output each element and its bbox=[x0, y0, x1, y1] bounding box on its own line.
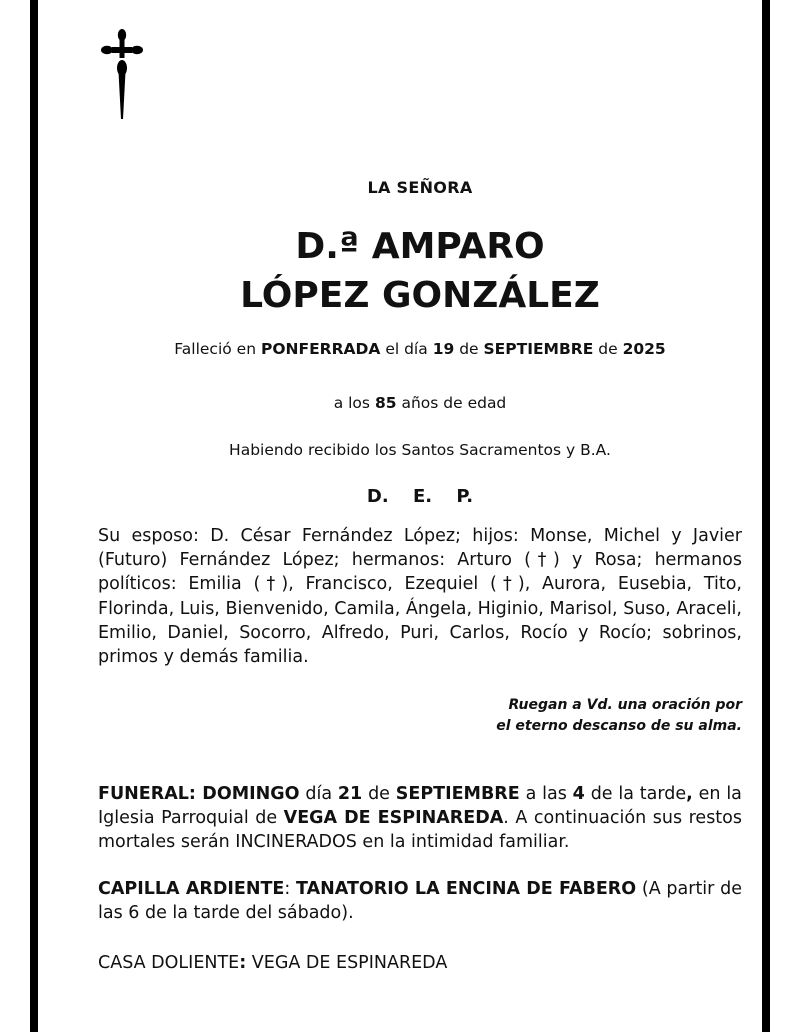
funeral-details bbox=[98, 782, 742, 855]
funeral-text-5: en la Iglesia Parroquial de bbox=[98, 784, 742, 829]
funeral-comma: , bbox=[686, 784, 693, 804]
cross-icon bbox=[100, 28, 144, 120]
age-statement bbox=[98, 394, 742, 412]
chapel-details bbox=[98, 877, 742, 925]
funeral-month: SEPTIEMBRE bbox=[395, 784, 520, 804]
funeral-text-2: de bbox=[368, 784, 390, 804]
home-details bbox=[98, 951, 742, 975]
home-colon: : bbox=[239, 953, 247, 973]
prayer-request bbox=[496, 695, 742, 737]
death-prefix: Falleció en bbox=[174, 340, 257, 358]
funeral-text-4: de la tarde bbox=[590, 784, 687, 804]
chapel-note: (A partir de las 6 de la tarde del sábado). bbox=[98, 879, 742, 924]
death-statement bbox=[98, 340, 742, 358]
name-line-2: LÓPEZ GONZÁLEZ bbox=[240, 275, 600, 316]
prayer-line-1: Ruegan a Vd. una oración por bbox=[508, 697, 742, 713]
death-mid3: de bbox=[598, 340, 618, 358]
funeral-text-3: a las bbox=[525, 784, 567, 804]
deceased-name bbox=[98, 222, 742, 320]
chapel-place: TANATORIO LA ENCINA DE FABERO bbox=[296, 879, 637, 899]
funeral-label: FUNERAL: DOMINGO bbox=[98, 784, 300, 804]
chapel-label: CAPILLA ARDIENTE bbox=[98, 879, 285, 899]
death-mid1: el día bbox=[385, 340, 428, 358]
death-place: PONFERRADA bbox=[260, 340, 381, 358]
name-line-1: D.ª AMPARO bbox=[295, 226, 545, 267]
sacraments-statement: Habiendo recibido los Santos Sacramentos y B.A. bbox=[229, 441, 611, 459]
death-mid2: de bbox=[459, 340, 479, 358]
home-label: CASA DOLIENTE bbox=[98, 953, 240, 973]
chapel-colon: : bbox=[284, 879, 291, 899]
dep-acronym: D. E. P. bbox=[366, 486, 474, 507]
left-border bbox=[30, 0, 38, 1032]
age-suffix: años de edad bbox=[401, 394, 507, 412]
age-prefix: a los bbox=[333, 394, 370, 412]
age-value: 85 bbox=[374, 394, 397, 412]
funeral-hour: 4 bbox=[572, 784, 585, 804]
funeral-place: VEGA DE ESPINAREDA bbox=[283, 808, 504, 829]
death-month: SEPTIEMBRE bbox=[483, 340, 594, 358]
honorific-title: LA SEÑORA bbox=[367, 178, 473, 197]
home-place: VEGA DE ESPINAREDA bbox=[251, 953, 448, 973]
funeral-day: 21 bbox=[337, 784, 363, 804]
death-day: 19 bbox=[432, 340, 455, 358]
family-list: Su esposo: D. César Fernández López; hijos: Monse, Michel y Javier (Futuro) Fernández López; hermanos: Arturo (†) y Rosa; hermanos políticos: Emilia (†), Francisco, Ezequiel (†), Aurora, Eusebia, Tito, Florinda, Luis, Bienvenido, Camila, Ángela, Higinio, Marisol, Suso, Araceli, Emilio, Daniel, Socorro, Alfredo, Puri, Carlos, Rocío y Rocío; sobrinos, primos y demás familia. bbox=[98, 526, 742, 668]
death-year: 2025 bbox=[622, 340, 666, 358]
funeral-text-1: día bbox=[305, 784, 333, 804]
funeral-text-6: . A continuación sus restos mortales serán INCINERADOS en la intimidad familiar. bbox=[98, 808, 742, 853]
prayer-line-2: el eterno descanso de su alma. bbox=[496, 718, 742, 734]
right-border bbox=[762, 0, 770, 1032]
